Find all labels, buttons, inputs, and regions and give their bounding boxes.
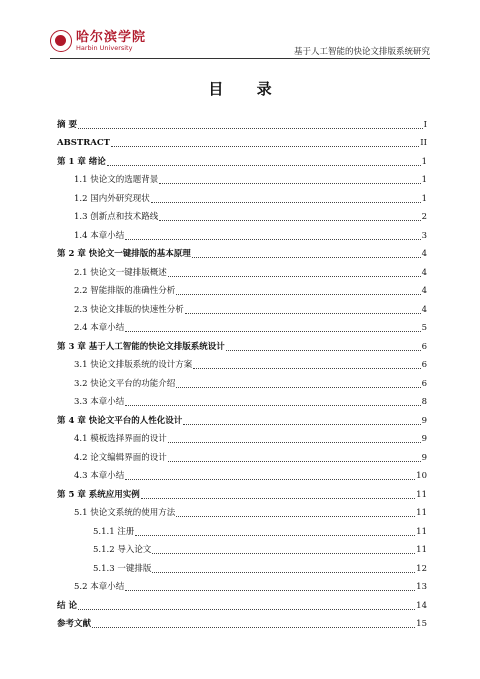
toc-dot-leader <box>226 349 421 351</box>
toc-dot-leader <box>193 367 420 369</box>
toc-entry <box>57 353 427 372</box>
toc-entry <box>57 168 427 187</box>
toc-entry-page: 15 <box>416 619 427 629</box>
toc-entry-page: 5 <box>421 323 427 333</box>
toc-dot-leader <box>176 515 415 517</box>
toc-entry <box>57 223 427 242</box>
toc-dot-leader <box>125 238 420 240</box>
toc-entry <box>57 131 427 150</box>
toc-entry-label: 5.2 本章小结 <box>74 582 125 592</box>
toc-entry <box>57 408 427 427</box>
toc-dot-leader <box>185 312 421 314</box>
toc-entry-label: 第 4 章 快论文平台的人性化设计 <box>57 415 183 426</box>
toc-dot-leader <box>125 404 420 406</box>
toc-entry-page: 11 <box>416 545 427 555</box>
toc-entry-page: 4 <box>421 304 427 315</box>
toc-entry <box>57 112 427 131</box>
toc-dot-leader <box>176 386 420 388</box>
toc-dot-leader <box>125 478 415 480</box>
toc-entry-page: II <box>420 138 427 148</box>
toc-entry <box>57 242 427 261</box>
toc-dot-leader <box>152 552 415 554</box>
toc-entry-label: 5.1.3 一键排版 <box>93 563 152 574</box>
toc-dot-leader <box>151 201 421 203</box>
toc-dot-leader <box>125 330 420 332</box>
toc-entry-label: 1.4 本章小结 <box>74 230 125 241</box>
toc-entry <box>57 390 427 409</box>
toc-entry-page: 4 <box>421 249 427 259</box>
toc-entry-label: 摘 要 <box>57 119 77 130</box>
toc-entry-label: 第 1 章 绪论 <box>57 156 106 167</box>
toc-entry <box>57 334 427 353</box>
university-logo <box>50 30 146 52</box>
toc-dot-leader <box>192 256 421 258</box>
toc-dot-leader <box>125 589 415 591</box>
toc-entry <box>57 260 427 279</box>
toc-dot-leader <box>107 164 421 166</box>
toc-entry <box>57 501 427 520</box>
toc-entry-label: 3.2 快论文平台的功能介绍 <box>74 378 176 389</box>
toc-entry-label: 4.2 论文编辑界面的设计 <box>74 452 167 463</box>
toc-entry-page: 12 <box>416 563 427 574</box>
toc-entry-page: 10 <box>416 471 427 481</box>
logo-english-name: Harbin University <box>76 43 133 52</box>
toc-entry-label: 4.1 模板选择界面的设计 <box>74 434 167 444</box>
toc-dot-leader <box>135 534 415 536</box>
logo-chinese-name: 哈尔滨学院 <box>76 29 147 45</box>
toc-entry-page: 9 <box>421 415 427 426</box>
toc-entry-label: 第 3 章 基于人工智能的快论文排版系统设计 <box>57 341 225 352</box>
toc-entry-page: 11 <box>416 508 427 518</box>
toc-entry <box>57 316 427 335</box>
toc-dot-leader <box>141 497 415 499</box>
toc-dot-leader <box>183 423 420 425</box>
toc-entry-label: 5.1 快论文系统的使用方法 <box>74 508 176 518</box>
toc-entry-label: 结 论 <box>57 600 77 611</box>
toc-dot-leader <box>78 608 415 610</box>
toc-dot-leader <box>78 127 423 129</box>
toc-entry-label: 1.2 国内外研究现状 <box>74 193 150 204</box>
toc-entry-label: 2.2 智能排版的准确性分析 <box>74 286 176 296</box>
toc-dot-leader <box>92 626 415 628</box>
toc-entry <box>57 149 427 168</box>
university-seal-icon <box>50 30 72 52</box>
toc-entry-page: I <box>423 119 427 130</box>
toc-entry-label: 1.1 快论文的选题背景 <box>74 175 159 185</box>
toc-entry <box>57 205 427 224</box>
toc-entry-page: 13 <box>416 582 427 592</box>
toc-entry-page: 3 <box>421 230 427 241</box>
toc-entry-label: 2.4 本章小结 <box>74 323 125 333</box>
toc-dot-leader <box>111 145 419 147</box>
toc-entry-label: 5.1.2 导入论文 <box>93 545 152 555</box>
toc-entry-label: ABSTRACT <box>57 138 110 148</box>
toc-entry-page: 6 <box>421 360 427 370</box>
toc-entry-label: 第 2 章 快论文一键排版的基本原理 <box>57 249 191 259</box>
toc-entry-page: 6 <box>421 341 427 352</box>
toc-entry-label: 2.1 快论文一键排版概述 <box>74 267 167 278</box>
table-of-contents <box>57 112 427 630</box>
toc-entry <box>57 538 427 557</box>
toc-dot-leader <box>168 275 421 277</box>
toc-entry <box>57 464 427 483</box>
toc-entry-page: 1 <box>421 156 427 167</box>
toc-entry-page: 9 <box>421 434 427 444</box>
toc-entry-page: 2 <box>421 212 427 222</box>
toc-entry-page: 1 <box>421 193 427 204</box>
toc-entry-page: 4 <box>421 286 427 296</box>
toc-entry-page: 6 <box>421 378 427 389</box>
toc-dot-leader <box>176 293 420 295</box>
header-title: 基于人工智能的快论文排版系统研究 <box>293 47 430 57</box>
toc-entry <box>57 519 427 538</box>
toc-entry <box>57 593 427 612</box>
toc-dot-leader <box>168 460 421 462</box>
toc-entry-label: 2.3 快论文排版的快速性分析 <box>74 304 184 315</box>
toc-entry-label: 3.1 快论文排版系统的设计方案 <box>74 360 193 370</box>
toc-entry-page: 14 <box>416 600 427 611</box>
toc-entry <box>57 556 427 575</box>
toc-entry-label: 第 5 章 系统应用实例 <box>57 489 140 500</box>
toc-entry-page: 11 <box>416 489 427 500</box>
page-header <box>50 30 430 60</box>
toc-dot-leader <box>159 182 420 184</box>
toc-entry-label: 5.1.1 注册 <box>93 526 135 537</box>
toc-entry-page: 8 <box>421 397 427 407</box>
toc-entry <box>57 427 427 446</box>
toc-entry-label: 参考文献 <box>57 619 92 629</box>
toc-entry <box>57 279 427 298</box>
toc-entry <box>57 612 427 631</box>
toc-entry <box>57 482 427 501</box>
toc-entry <box>57 575 427 594</box>
toc-title: 目 录 <box>208 80 286 98</box>
toc-entry-label: 1.3 创新点和技术路线 <box>74 212 159 222</box>
toc-dot-leader <box>152 571 415 573</box>
toc-dot-leader <box>159 219 420 221</box>
toc-entry <box>57 297 427 316</box>
toc-entry <box>57 445 427 464</box>
toc-entry-page: 1 <box>421 175 427 185</box>
toc-entry-page: 11 <box>416 526 427 537</box>
header-divider <box>50 58 430 59</box>
toc-entry-label: 3.3 本章小结 <box>74 397 125 407</box>
toc-entry-page: 4 <box>421 267 427 278</box>
toc-entry-label: 4.3 本章小结 <box>74 471 125 481</box>
toc-entry <box>57 186 427 205</box>
toc-entry <box>57 371 427 390</box>
toc-dot-leader <box>168 441 421 443</box>
toc-entry-page: 9 <box>421 452 427 463</box>
